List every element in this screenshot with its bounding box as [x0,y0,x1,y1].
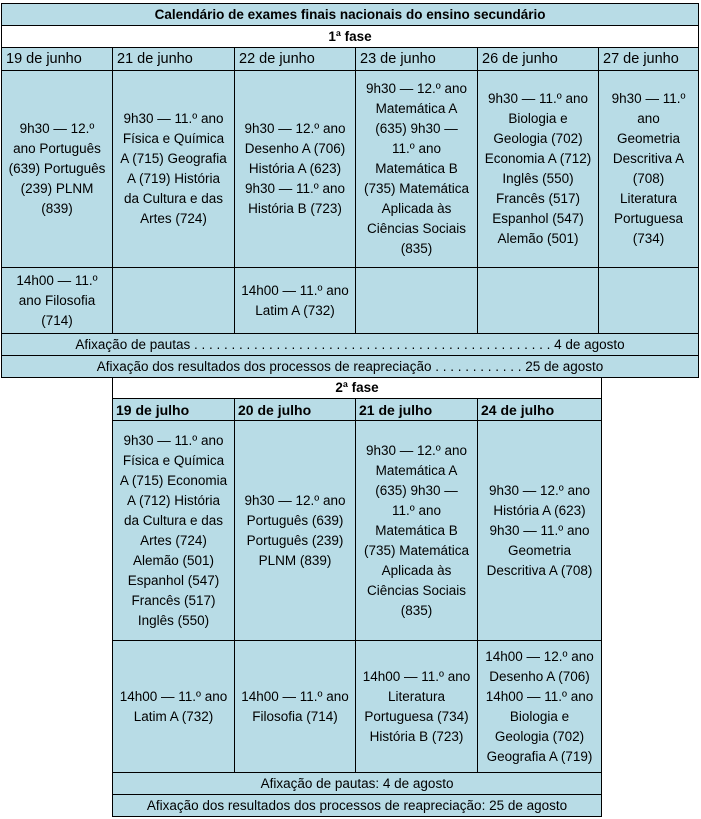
exam-line: Geometria [617,131,681,146]
exam-line: Inglês (550) [502,171,574,186]
phase1-date-row [2,48,699,71]
exam-line: 9h30 — 11.º [611,91,686,106]
phase1-reapreciacao: Afixação dos resultados dos processos de reapreciação . . . . . . . . . . . . 25 de agosto [2,356,699,378]
phase1-afternoon-cell [2,268,113,334]
exam-line: Física e Química [122,452,225,468]
exam-line: Física e Química [122,131,225,146]
exam-line: Literatura [620,191,678,206]
exam-line: (734) [632,231,665,246]
phase2-date: 19 de julho [113,399,235,421]
phase1-afternoon-cell [478,268,599,334]
exam-line: Artes (724) [140,532,207,548]
phase1-label: 1ª fase [2,26,699,48]
phase1-morning-cell [599,71,699,268]
phase1-morning-cell [356,71,478,268]
phase1-morning-cell [235,71,356,268]
exam-line: Desenho A (706) [489,668,590,684]
exam-line: Economia A (712) [484,151,592,166]
exam-line: 11.º ano [392,141,441,156]
phase1-table [1,3,699,378]
exam-line: 14h00 — 11.º ano [241,688,349,704]
phase2-morning-cell [113,421,235,641]
phase1-date: 23 de junho [356,48,478,71]
phase1-date: 21 de junho [113,48,235,71]
exam-line: ano Português [13,141,101,156]
exam-line: (635) 9h30 — [375,482,458,498]
exam-line: Alemão (501) [132,552,215,568]
exam-line: 9h30 — 11.º ano [244,181,345,196]
exam-line: Filosofia (714) [252,708,338,724]
phase1-morning-cell [478,71,599,268]
exam-line: (735) Matemática [363,542,470,558]
exam-line: História B (723) [248,201,342,216]
exam-line: 9h30 — 12.º ano [244,121,346,136]
exam-line: 9h30 — 11.º ano [489,522,590,538]
exam-line: da Cultura e das [123,512,224,528]
exam-line: Geologia (702) [493,131,583,146]
phase1-afternoon-cell [599,268,699,334]
exam-line: Latim A (732) [133,708,214,724]
phase2-afternoon-cell [113,641,235,773]
exam-line: 14h00 — 11.º ano [241,282,349,298]
exam-line: Literatura [387,688,446,704]
phase1-pautas: Afixação de pautas . . . . . . . . . . . . . . . . . . . . . . . . . . . . . . . . . . . . . . . . . . . . . . . . 4 de agosto [2,334,699,356]
phase1-date: 22 de junho [235,48,356,71]
exam-line: Espanhol (547) [492,211,584,226]
exam-line: Biologia e [509,708,570,724]
phase1-afternoon-row [2,268,699,334]
exam-line: Inglês (550) [137,612,210,628]
phase1-afternoon-cell [113,268,235,334]
phase2-morning-cell [235,421,356,641]
phase2-morning-row [113,421,602,641]
exam-line: 14h00 — 11.º ano [485,688,594,704]
exam-line: Desenho A (706) [244,141,346,156]
exam-line: Francês (517) [131,592,216,608]
phase2-label: 2ª fase [113,378,602,399]
exam-line: (839) [41,201,73,216]
exam-line: Francês (517) [495,191,581,206]
exam-line: PLNM (839) [258,552,332,568]
exam-line: ano [637,111,660,126]
exam-line: Artes (724) [140,211,207,226]
phase2-afternoon-cell [478,641,602,773]
exam-line: 14h00 — 12.º ano [485,648,594,664]
exam-line: 9h30 — 12.º ano [244,492,346,508]
exam-line: 9h30 — 11.º ano [123,111,224,126]
exam-line: Português (639) [246,512,344,528]
exam-line: Geologia (702) [494,728,585,744]
phase1-morning-cell [113,71,235,268]
phase2-afternoon-row [113,641,602,773]
exam-line: Descritiva A (708) [486,562,593,578]
exam-line: 9h30 — 12.º ano [365,81,467,96]
phase2-table [112,377,602,817]
exam-line: Biologia e [508,111,568,126]
phase2-date: 21 de julho [356,399,478,421]
phase1-date: 26 de junho [478,48,599,71]
phase1-afternoon-cell [356,268,478,334]
exam-line: (639) Português [8,161,106,176]
exam-line: 9h30 — 12.º [19,121,95,136]
phase2-date: 20 de julho [235,399,356,421]
exam-line: Aplicada às [381,562,452,578]
exam-line: Matemática B [375,161,458,176]
phase2-reapreciacao: Afixação dos resultados dos processos de reapreciação: 25 de agosto [113,795,602,817]
exam-line: 14h00 — 11.º [16,272,98,288]
exam-line: História A (623) [493,502,586,518]
exam-line: (835) [400,602,433,618]
phase2-pautas: Afixação de pautas: 4 de agosto [113,773,602,795]
exam-line: História B (723) [369,728,464,744]
phase1-date: 27 de junho [599,48,699,71]
exam-line: História A (623) [248,161,342,176]
exam-line: 9h30 — 12.º ano [489,482,591,498]
phase2-afternoon-cell [235,641,356,773]
exam-line: A (715) Economia [119,472,228,488]
exam-line: 14h00 — 11.º ano [119,688,228,704]
exam-line: A (712) História [126,492,221,508]
exam-line: (735) Matemática [363,181,470,196]
exam-line: Português (239) [246,532,344,548]
phase1-morning-cell [2,71,113,268]
exam-line: Matemática B [375,522,458,538]
exam-line: (714) [41,312,73,328]
exam-line: Latim A (732) [255,302,335,318]
phase2-morning-cell [356,421,478,641]
exam-line: 11.º ano [392,502,441,518]
exam-line: Geografia A (719) [486,748,593,764]
exam-line: Matemática A [375,101,458,116]
exam-line: ano Filosofia [18,292,96,308]
phase1-date: 19 de junho [2,48,113,71]
exam-line: Portuguesa (734) [364,708,469,724]
phase2-afternoon-cell [356,641,478,773]
exam-line: Portuguesa [614,211,684,226]
phase2-morning-cell [478,421,602,641]
exam-line: da Cultura e das [123,191,224,206]
exam-line: 14h00 — 11.º ano [362,668,471,684]
exam-line: (708) [632,171,665,186]
calendar-title: Calendário de exames finais nacionais do ensino secundário [2,4,699,26]
exam-line: Ciências Sociais [366,221,467,236]
exam-line: (835) [400,241,433,256]
exam-line: Descritiva A [612,151,685,166]
exam-line: 9h30 — 12.º ano [365,442,467,458]
exam-line: 9h30 — 11.º ano [487,91,588,106]
exam-line: Ciências Sociais [366,582,467,598]
exam-line: Matemática A [375,462,458,478]
exam-line: A (715) Geografia [120,151,227,166]
exam-line: (635) 9h30 — [375,121,458,136]
exam-line: Aplicada às [381,201,452,216]
phase2-date: 24 de julho [478,399,602,421]
exam-line: (239) PLNM [20,181,94,196]
phase1-afternoon-cell [235,268,356,334]
exam-line: 9h30 — 11.º ano [123,432,224,448]
exam-line: Geometria [508,542,572,558]
exam-line: A (719) História [126,171,221,186]
exam-line: Alemão (501) [497,231,579,246]
phase2-date-row [113,399,602,421]
exam-line: Espanhol (547) [127,572,220,588]
phase1-morning-row [2,71,699,268]
